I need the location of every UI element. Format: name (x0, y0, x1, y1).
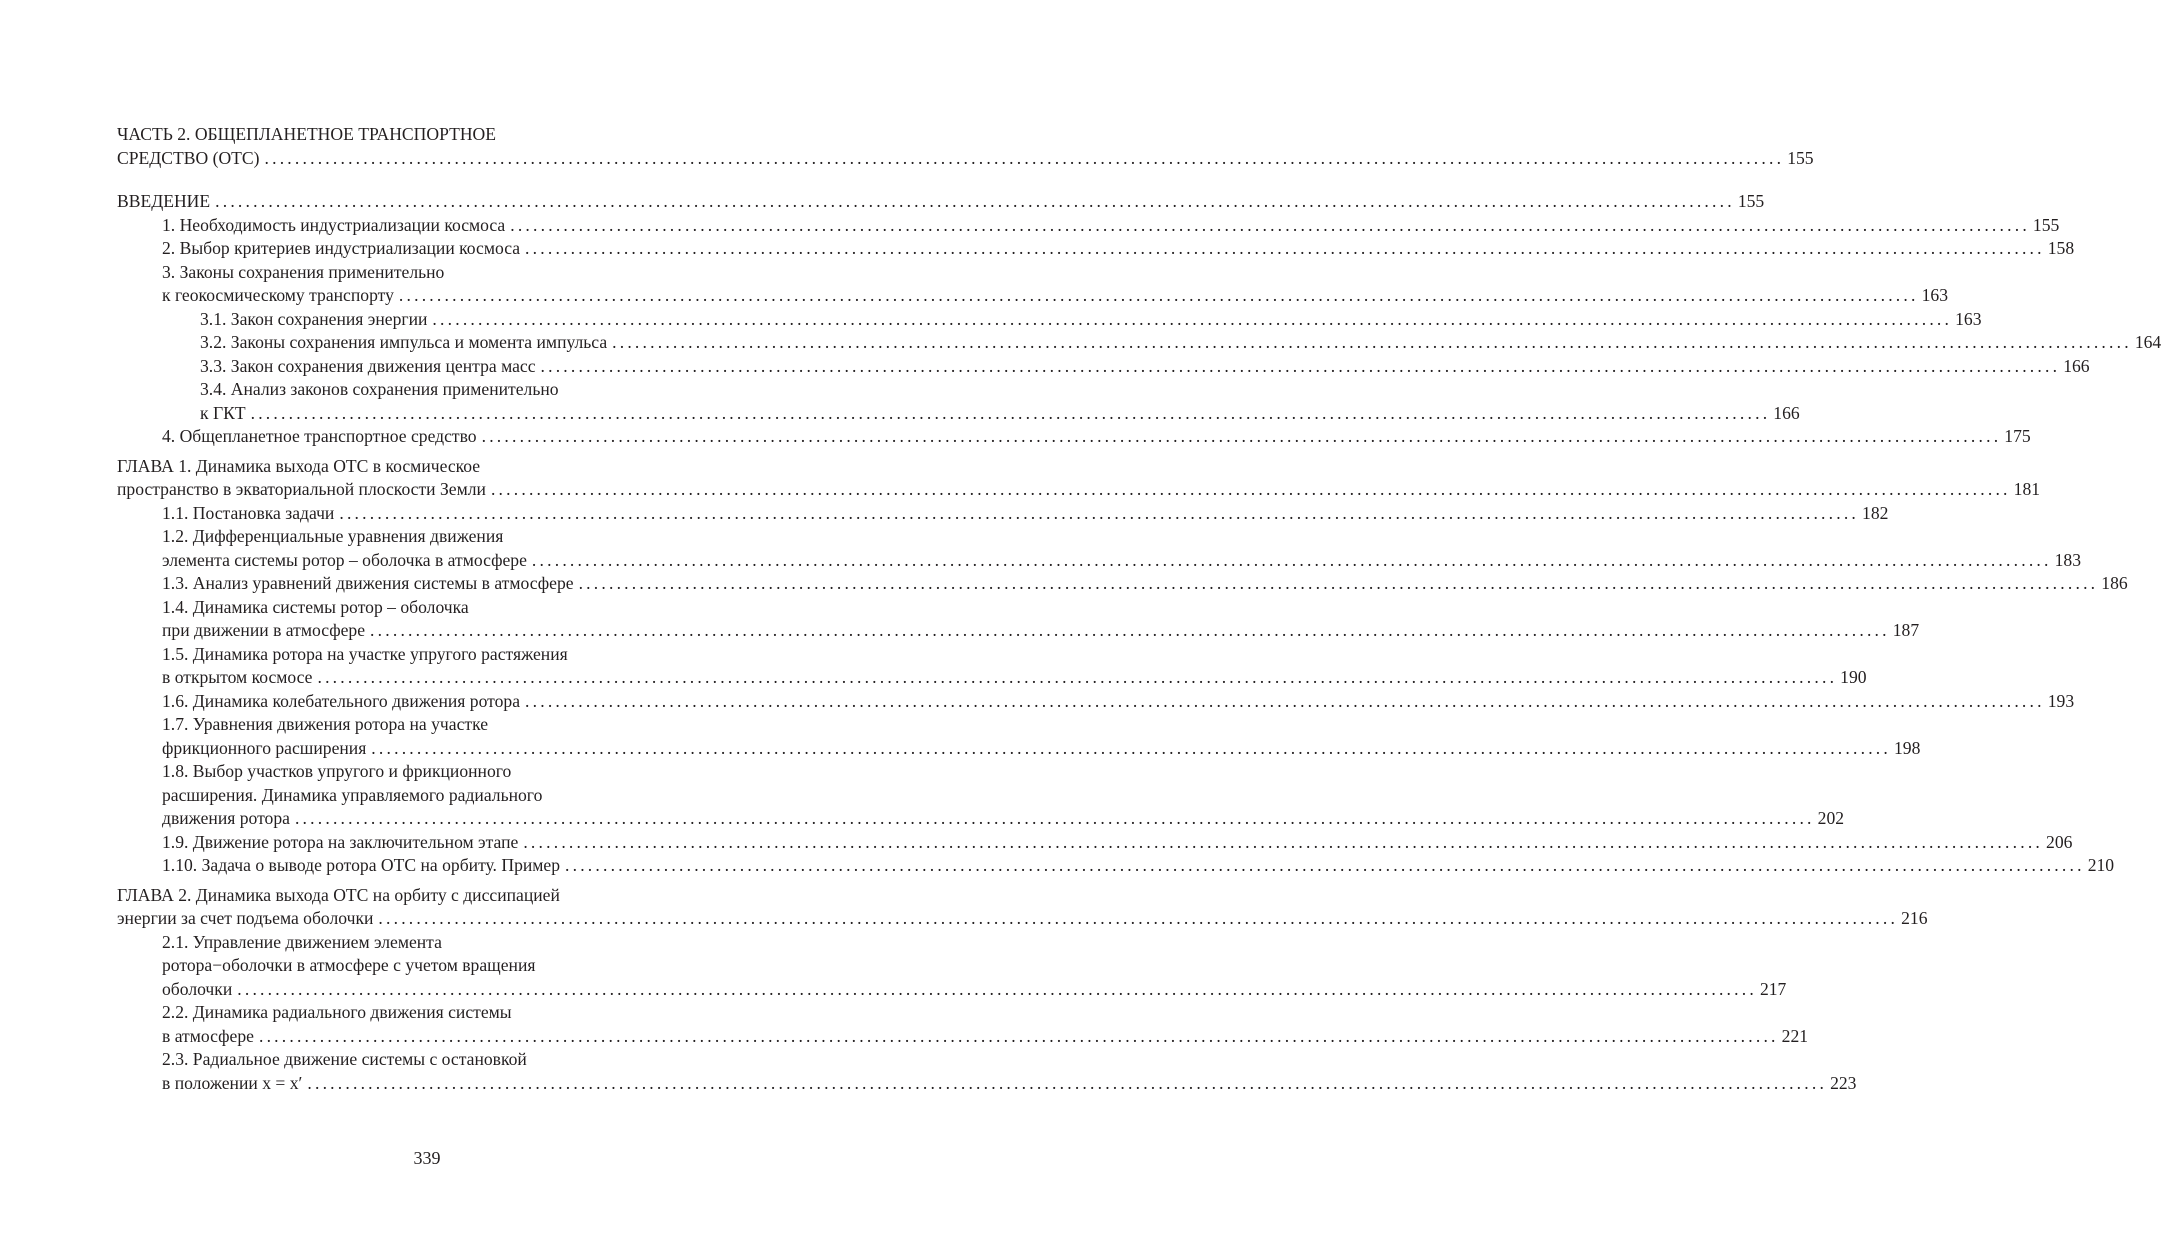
toc-line (117, 478, 2041, 502)
toc-page-number: 182 (1862, 502, 1889, 523)
toc-entry-title: 1. Необходимость индустриализации космоса (162, 214, 506, 235)
toc-entry[interactable] (117, 643, 1867, 690)
toc-entry-title: СРЕДСТВО (ОТС) (117, 147, 260, 168)
toc-entry[interactable] (117, 378, 1800, 425)
dot-leader: ........................................................................................................................................................................................................ (339, 502, 1860, 523)
toc-entry-title: расширения. Динамика управляемого радиального (162, 784, 543, 805)
toc-line (117, 737, 1921, 761)
toc-page-number: 155 (1737, 191, 1765, 211)
dot-leader: ........................................................................................................................................................................................................ (490, 479, 2011, 499)
toc-entry-title: 1.2. Дифференциальные уравнения движения (162, 526, 504, 546)
toc-entry-title: 1.8. Выбор участков упругого и фрикционного (162, 761, 512, 781)
toc-line (117, 525, 727, 549)
dot-leader: ........................................................................................................................................................................................................ (612, 332, 2132, 352)
toc-line (117, 643, 727, 667)
dot-leader: ........................................................................................................................................................................................................ (371, 737, 1891, 758)
toc-entry-title: при движении в атмосфере (162, 620, 366, 640)
toc-entry[interactable] (117, 525, 2081, 572)
toc-entry[interactable] (117, 931, 1787, 1002)
toc-entry-title: 3.3. Закон сохранения движения центра масс (200, 355, 536, 376)
toc-line (117, 784, 727, 808)
dot-leader: ........................................................................................................................................................................................................ (565, 855, 2085, 875)
toc-page-number: 163 (1921, 285, 1948, 305)
dot-leader: ........................................................................................................................................................................................................ (540, 355, 2061, 376)
toc-entry-title: 3. Законы сохранения применительно (162, 261, 445, 282)
toc-line (117, 402, 1800, 426)
toc-line (117, 596, 727, 620)
toc-entry[interactable] (117, 214, 2060, 238)
toc-entry[interactable] (117, 355, 2090, 379)
toc-entry-title: к ГКТ (200, 402, 246, 423)
dot-leader: ........................................................................................................................................................................................................ (370, 620, 1890, 640)
toc-entry-title: 3.1. Закон сохранения энергии (200, 308, 428, 329)
dot-leader: ........................................................................................................................................................................................................ (378, 908, 1899, 928)
toc-line (117, 807, 1845, 831)
toc-entry-title: фрикционного расширения (162, 737, 367, 758)
toc-entry-title: 1.6. Динамика колебательного движения ротора (162, 690, 521, 711)
dot-leader: ........................................................................................................................................................................................................ (510, 214, 2030, 235)
toc-line (117, 147, 1814, 171)
toc-entry[interactable] (117, 455, 2041, 502)
toc-entry-title: 3.2. Законы сохранения импульса и момента импульса (200, 332, 608, 352)
toc-entry[interactable] (117, 760, 1845, 831)
toc-line (117, 831, 2073, 855)
toc-line (117, 690, 2075, 714)
toc-entry-title: движения ротора (162, 808, 290, 828)
toc-entry-title: 1.4. Динамика системы ротор – оболочка (162, 596, 469, 617)
dot-leader: ........................................................................................................................................................................................................ (531, 549, 2052, 570)
dot-leader: ........................................................................................................................................................................................................ (250, 402, 1771, 423)
toc-entry-title: 2.3. Радиальное движение системы с остановкой (162, 1049, 527, 1069)
toc-line (117, 549, 2081, 573)
toc-entry[interactable] (117, 854, 2115, 878)
toc-entry-title: 1.10. Задача о выводе ротора ОТС на орбиту. Пример (162, 855, 561, 875)
toc-page-number: 223 (1830, 1072, 1857, 1093)
toc-line (117, 931, 727, 955)
toc-entry-title: в открытом космосе (162, 667, 313, 687)
toc-line (117, 1048, 727, 1072)
toc-line (117, 884, 727, 908)
dot-leader: ........................................................................................................................................................................................................ (432, 308, 1953, 329)
toc-entry-title: 2. Выбор критериев индустриализации космоса (162, 238, 521, 258)
toc-page-number: 190 (1840, 667, 1867, 687)
toc-page-number: 166 (1773, 402, 1800, 423)
toc-page-number: 206 (2046, 831, 2073, 852)
toc-entry[interactable] (117, 884, 1928, 931)
toc-entry-title: 1.1. Постановка задачи (162, 502, 335, 523)
toc-entry-title: в атмосфере (162, 1025, 254, 1046)
toc-line (117, 978, 1787, 1002)
dot-leader: ........................................................................................................................................................................................................ (215, 191, 1735, 211)
dot-leader: ........................................................................................................................................................................................................ (307, 1072, 1828, 1093)
toc-page-number: 166 (2063, 355, 2090, 376)
dot-leader: ........................................................................................................................................................................................................ (264, 147, 1785, 168)
dot-leader: ........................................................................................................................................................................................................ (317, 667, 1838, 687)
toc-entry[interactable] (117, 308, 1982, 332)
toc-page-number: 155 (1787, 147, 1814, 168)
dot-leader: ........................................................................................................................................................................................................ (294, 808, 1815, 828)
toc-line (117, 455, 727, 479)
toc-page-number: 183 (2054, 549, 2081, 570)
dot-leader: ........................................................................................................................................................................................................ (481, 426, 2002, 446)
toc-entry-title: элемента системы ротор – оболочка в атмосфере (162, 549, 527, 570)
toc-line (117, 502, 1889, 526)
table-of-contents (117, 123, 2161, 1095)
toc-entry[interactable] (117, 1048, 1857, 1095)
toc-page-number: 221 (1781, 1025, 1809, 1046)
toc-entry[interactable] (117, 190, 1765, 214)
toc-entry-title: в положении x = x′ (162, 1072, 303, 1093)
toc-line (117, 713, 727, 737)
toc-page-number: 198 (1893, 737, 1921, 758)
dot-leader: ........................................................................................................................................................................................................ (398, 285, 1919, 305)
dot-leader: ........................................................................................................................................................................................................ (525, 690, 2045, 711)
toc-line (117, 190, 1765, 214)
toc-line (117, 1072, 1857, 1096)
dot-leader: ........................................................................................................................................................................................................ (578, 573, 2099, 593)
toc-line (117, 378, 727, 402)
toc-entry-title: 4. Общепланетное транспортное средство (162, 426, 477, 446)
toc-page-number: 181 (2013, 479, 2041, 499)
toc-entry-title: ВВЕДЕНИЕ (117, 191, 211, 211)
toc-line (117, 1001, 727, 1025)
toc-entry[interactable] (117, 572, 2128, 596)
toc-page-number: 155 (2032, 214, 2060, 235)
toc-entry[interactable] (117, 331, 2161, 355)
toc-line (117, 214, 2060, 238)
toc-entry-title: пространство в экваториальной плоскости Земли (117, 479, 486, 499)
toc-line (117, 237, 2075, 261)
toc-line (117, 954, 727, 978)
toc-entry-title: 3.4. Анализ законов сохранения применительно (200, 379, 559, 399)
toc-entry-title: ЧАСТЬ 2. ОБЩЕПЛАНЕТНОЕ ТРАНСПОРТНОЕ (117, 124, 496, 144)
toc-page-number: 193 (2047, 690, 2075, 711)
toc-line (117, 261, 727, 285)
toc-line (117, 355, 2090, 379)
toc-entry-title: 1.7. Уравнения движения ротора на участке (162, 714, 488, 734)
toc-entry-title: 2.1. Управление движением элемента (162, 931, 442, 952)
toc-page-number: 158 (2047, 238, 2075, 258)
toc-line (117, 666, 1867, 690)
toc-line (117, 854, 2115, 878)
toc-line (117, 907, 1928, 931)
toc-page-number: 202 (1817, 808, 1845, 828)
toc-entry-title: 2.2. Динамика радиального движения системы (162, 1002, 512, 1022)
toc-page-number: 164 (2134, 332, 2161, 352)
toc-entry-title: 1.5. Динамика ротора на участке упругого растяжения (162, 643, 568, 664)
toc-entry-title: энергии за счет подъема оболочки (117, 908, 374, 928)
toc-line (117, 425, 2031, 449)
toc-entry[interactable] (117, 596, 1920, 643)
toc-page-number: 163 (1955, 308, 1982, 329)
toc-line (117, 760, 727, 784)
toc-entry[interactable] (117, 713, 1921, 760)
toc-entry[interactable] (117, 123, 1814, 170)
toc-entry-title: ГЛАВА 2. Динамика выхода ОТС на орбиту с диссипацией (117, 884, 560, 905)
dot-leader: ........................................................................................................................................................................................................ (525, 238, 2045, 258)
toc-line (117, 1025, 1809, 1049)
dot-leader: ........................................................................................................................................................................................................ (258, 1025, 1779, 1046)
toc-entry[interactable] (117, 425, 2031, 449)
toc-entry-title: оболочки (162, 978, 233, 999)
dot-leader: ........................................................................................................................................................................................................ (523, 831, 2044, 852)
dot-leader: ........................................................................................................................................................................................................ (237, 978, 1757, 999)
toc-page-number: 210 (2087, 855, 2115, 875)
toc-entry-title: ГЛАВА 1. Динамика выхода ОТС в космическое (117, 455, 481, 476)
toc-entry[interactable] (117, 1001, 1809, 1048)
toc-entry-title: к геокосмическому транспорту (162, 285, 394, 305)
toc-page-number: 216 (1901, 908, 1928, 928)
toc-line (117, 572, 2128, 596)
toc-entry[interactable] (117, 502, 1889, 526)
toc-line (117, 284, 1948, 308)
toc-entry[interactable] (117, 237, 2075, 261)
toc-page-number: 175 (2004, 426, 2031, 446)
toc-entry-title: ротора−оболочки в атмосфере с учетом вращения (162, 955, 536, 975)
toc-entry[interactable] (117, 831, 2073, 855)
page-number: 339 (413, 1148, 441, 1168)
toc-entry[interactable] (117, 690, 2075, 714)
toc-page-number: 217 (1759, 978, 1787, 999)
toc-page-number: 187 (1892, 620, 1920, 640)
toc-line (117, 308, 1982, 332)
toc-page-number: 186 (2101, 573, 2128, 593)
toc-entry[interactable] (117, 261, 1948, 308)
toc-entry-title: 1.9. Движение ротора на заключительном этапе (162, 831, 519, 852)
toc-line (117, 123, 727, 147)
toc-line (117, 619, 1920, 643)
toc-line (117, 331, 2161, 355)
toc-entry-title: 1.3. Анализ уравнений движения системы в атмосфере (162, 573, 574, 593)
